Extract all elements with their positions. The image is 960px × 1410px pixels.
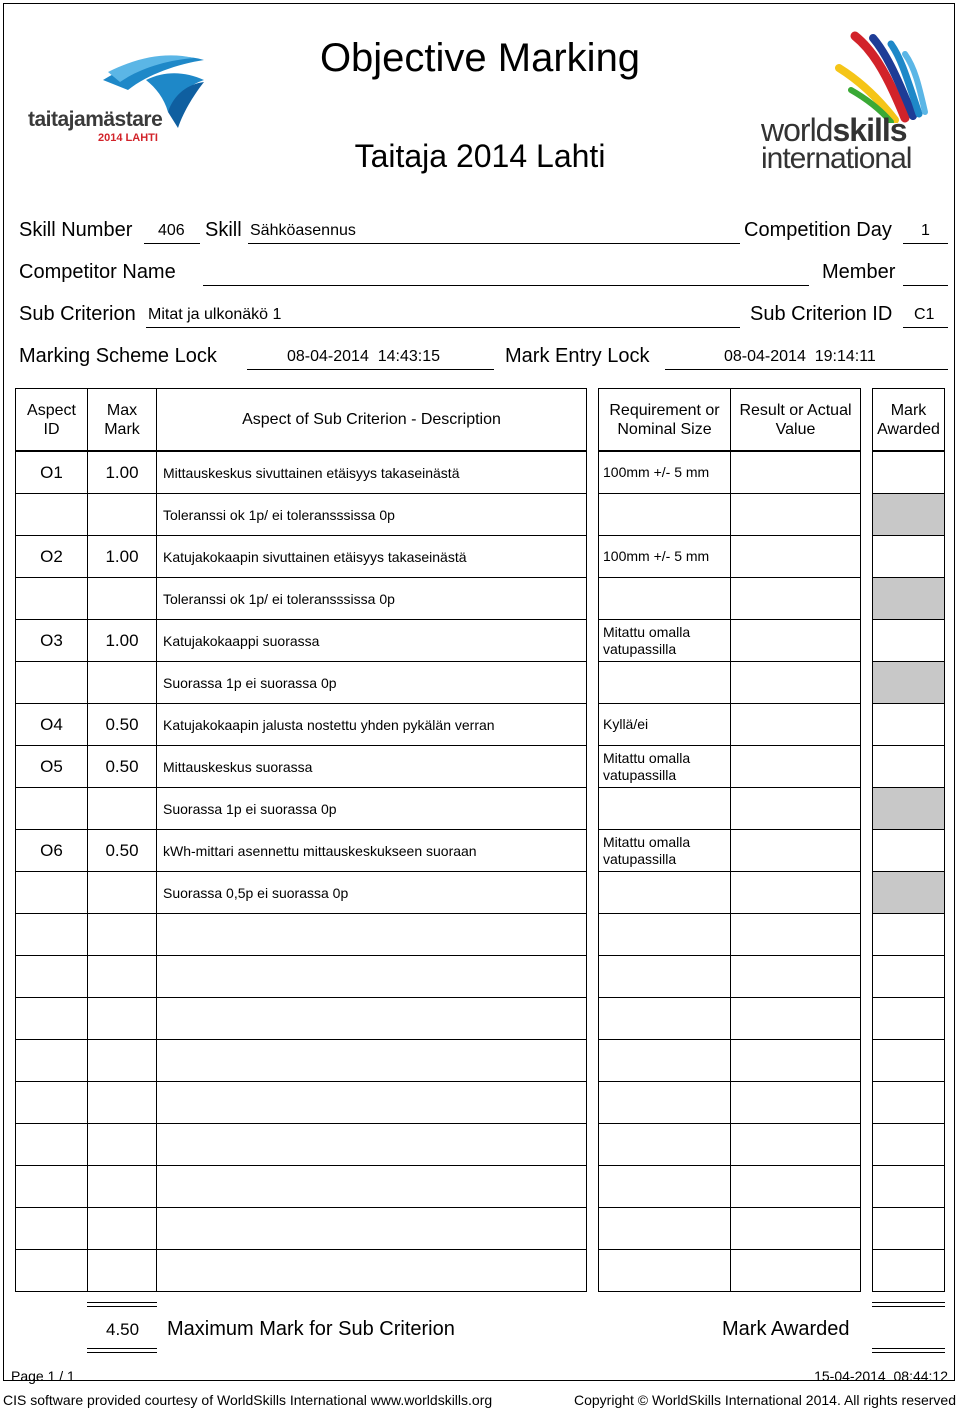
- sub-criterion-id-label: Sub Criterion ID: [750, 303, 893, 325]
- header-mark-awarded: Mark Awarded: [872, 388, 945, 451]
- marking-scheme-lock-value: 08-04-2014 14:43:15: [287, 348, 441, 365]
- max-mark-cell: 1.00: [87, 451, 157, 494]
- skill-value: Sähköasennus: [250, 222, 356, 239]
- max-mark-cell: 0.50: [87, 829, 157, 872]
- description-cell: Suorassa 0,5p ei suorassa 0p: [156, 871, 587, 914]
- skill-number-value: 406: [158, 222, 185, 239]
- result-cell: [730, 913, 861, 956]
- result-cell: [730, 619, 861, 662]
- result-cell: [730, 787, 861, 830]
- max-mark-cell: 0.50: [87, 703, 157, 746]
- aspect-id-cell: [15, 1207, 88, 1250]
- mark-entry-lock-underline: [665, 369, 948, 370]
- worldskills-logo-skills: skills: [832, 112, 907, 148]
- member-label: Member: [822, 261, 896, 283]
- aspect-id-cell: [15, 1249, 88, 1292]
- mark-awarded-cell[interactable]: [872, 787, 945, 830]
- description-cell: [156, 1123, 587, 1166]
- requirement-cell: [598, 1207, 731, 1250]
- aspect-id-cell: [15, 871, 88, 914]
- page-number: Page 1 / 1: [11, 1368, 75, 1384]
- description-cell: Mittauskeskus suorassa: [156, 745, 587, 788]
- description-cell: [156, 955, 587, 998]
- sub-criterion-label: Sub Criterion: [19, 303, 136, 325]
- aspect-id-cell: [15, 1123, 88, 1166]
- courtesy-text: CIS software provided courtesy of WorldSkills International www.worldskills.org: [3, 1392, 493, 1408]
- header-aspect-id: Aspect ID: [15, 388, 88, 451]
- max-mark-cell: 1.00: [87, 619, 157, 662]
- header-description: Aspect of Sub Criterion - Description: [156, 388, 587, 451]
- result-cell: [730, 535, 861, 578]
- result-cell: [730, 745, 861, 788]
- result-cell: [730, 577, 861, 620]
- requirement-cell: [598, 1123, 731, 1166]
- requirement-cell: [598, 1039, 731, 1082]
- description-cell: [156, 1249, 587, 1292]
- max-mark-cell: [87, 1165, 157, 1208]
- requirement-cell: [598, 871, 731, 914]
- result-cell: [730, 871, 861, 914]
- competitor-name-underline: [203, 285, 809, 286]
- mark-awarded-cell[interactable]: [872, 703, 945, 746]
- max-mark-cell: [87, 1081, 157, 1124]
- skill-underline: [248, 243, 740, 244]
- sub-criterion-id-underline: [903, 327, 948, 328]
- aspect-id-cell: O2: [15, 535, 88, 578]
- result-cell: [730, 1207, 861, 1250]
- awarded-double-line-bottom: [872, 1348, 945, 1353]
- competition-day-label: Competition Day: [744, 219, 892, 241]
- print-timestamp: 15-04-2014 08:44:12: [814, 1368, 948, 1384]
- page-title: Objective Marking: [319, 36, 641, 80]
- requirement-cell: [598, 493, 731, 536]
- aspect-id-cell: [15, 1039, 88, 1082]
- aspect-id-cell: [15, 997, 88, 1040]
- worldskills-logo-mark: [755, 28, 935, 123]
- aspect-id-cell: [15, 913, 88, 956]
- requirement-cell: [598, 1165, 731, 1208]
- header-max-mark: Max Mark: [87, 388, 157, 451]
- aspect-id-cell: O4: [15, 703, 88, 746]
- max-mark-cell: [87, 871, 157, 914]
- max-mark-cell: [87, 1123, 157, 1166]
- mark-awarded-cell[interactable]: [872, 493, 945, 536]
- max-mark-cell: [87, 493, 157, 536]
- max-mark-cell: 1.00: [87, 535, 157, 578]
- max-mark-cell: [87, 1249, 157, 1292]
- mark-awarded-cell[interactable]: [872, 535, 945, 578]
- aspect-id-cell: [15, 955, 88, 998]
- description-cell: Suorassa 1p ei suorassa 0p: [156, 661, 587, 704]
- copyright-text: Copyright © WorldSkills International 2014. All rights reserved: [573, 1392, 956, 1408]
- sub-criterion-underline: [146, 327, 740, 328]
- mark-awarded-cell[interactable]: [872, 619, 945, 662]
- mark-awarded-cell[interactable]: [872, 1165, 945, 1208]
- mark-awarded-cell[interactable]: [872, 913, 945, 956]
- aspect-id-cell: [15, 661, 88, 704]
- description-cell: Toleranssi ok 1p/ ei toleransssissa 0p: [156, 577, 587, 620]
- description-cell: [156, 1081, 587, 1124]
- mark-awarded-cell[interactable]: [872, 871, 945, 914]
- requirement-cell: Mitattu omalla vatupassilla: [598, 745, 731, 788]
- mark-awarded-cell[interactable]: [872, 829, 945, 872]
- mark-awarded-cell[interactable]: [872, 1123, 945, 1166]
- result-cell: [730, 1165, 861, 1208]
- mark-awarded-cell[interactable]: [872, 1207, 945, 1250]
- sub-criterion-id-value: C1: [914, 306, 935, 323]
- requirement-cell: Kyllä/ei: [598, 703, 731, 746]
- result-cell: [730, 661, 861, 704]
- max-mark-cell: [87, 1207, 157, 1250]
- max-mark-cell: [87, 997, 157, 1040]
- requirement-cell: [598, 661, 731, 704]
- description-cell: [156, 997, 587, 1040]
- header-result: Result or Actual Value: [730, 388, 861, 451]
- marking-scheme-lock-underline: [247, 369, 494, 370]
- result-cell: [730, 829, 861, 872]
- taitaja-logo-year: 2014 LAHTI: [98, 132, 158, 144]
- worldskills-logo-international: international: [761, 142, 912, 175]
- requirement-cell: [598, 577, 731, 620]
- aspect-id-cell: O3: [15, 619, 88, 662]
- skill-number-label: Skill Number: [19, 219, 133, 241]
- aspect-id-cell: [15, 1081, 88, 1124]
- description-cell: [156, 1039, 587, 1082]
- max-mark-cell: [87, 661, 157, 704]
- aspect-id-cell: [15, 787, 88, 830]
- competition-day-underline: [903, 243, 948, 244]
- aspect-id-cell: [15, 493, 88, 536]
- aspect-id-cell: O1: [15, 451, 88, 494]
- total-double-line-top: [87, 1302, 157, 1307]
- mark-awarded-cell[interactable]: [872, 451, 945, 494]
- member-underline: [903, 285, 948, 286]
- requirement-cell: [598, 787, 731, 830]
- max-mark-cell: [87, 1039, 157, 1082]
- mark-awarded-cell[interactable]: [872, 661, 945, 704]
- description-cell: Katujakokaappi suorassa: [156, 619, 587, 662]
- mark-awarded-cell[interactable]: [872, 1039, 945, 1082]
- description-cell: Mittauskeskus sivuttainen etäisyys takaseinästä: [156, 451, 587, 494]
- description-cell: [156, 913, 587, 956]
- competitor-name-label: Competitor Name: [19, 261, 176, 283]
- skill-number-underline: [144, 243, 200, 244]
- max-mark-cell: [87, 955, 157, 998]
- worldskills-logo: [755, 28, 935, 178]
- result-cell: [730, 703, 861, 746]
- page-subtitle: Taitaja 2014 Lahti: [354, 138, 606, 174]
- total-double-line-bottom: [87, 1348, 157, 1353]
- max-mark-label: Maximum Mark for Sub Criterion: [167, 1318, 455, 1340]
- sub-criterion-value: Mitat ja ulkonäkö 1: [148, 306, 282, 323]
- total-max-mark: 4.50: [106, 1320, 140, 1339]
- description-cell: Toleranssi ok 1p/ ei toleransssissa 0p: [156, 493, 587, 536]
- skill-label: Skill: [205, 219, 242, 241]
- mark-awarded-cell[interactable]: [872, 1081, 945, 1124]
- aspect-id-cell: [15, 577, 88, 620]
- mark-entry-lock-label: Mark Entry Lock: [505, 345, 650, 367]
- description-cell: kWh-mittari asennettu mittauskeskukseen suoraan: [156, 829, 587, 872]
- aspect-id-cell: [15, 1165, 88, 1208]
- mark-awarded-cell[interactable]: [872, 997, 945, 1040]
- awarded-double-line-top: [872, 1302, 945, 1307]
- result-cell: [730, 1039, 861, 1082]
- mark-awarded-cell[interactable]: [872, 1249, 945, 1292]
- requirement-cell: [598, 913, 731, 956]
- description-cell: [156, 1165, 587, 1208]
- mark-awarded-cell[interactable]: [872, 955, 945, 998]
- requirement-cell: 100mm +/- 5 mm: [598, 451, 731, 494]
- mark-awarded-cell[interactable]: [872, 745, 945, 788]
- result-cell: [730, 1249, 861, 1292]
- mark-awarded-label: Mark Awarded: [722, 1318, 850, 1340]
- max-mark-cell: 0.50: [87, 745, 157, 788]
- requirement-cell: [598, 1081, 731, 1124]
- description-cell: Katujakokaapin sivuttainen etäisyys takaseinästä: [156, 535, 587, 578]
- result-cell: [730, 493, 861, 536]
- aspect-id-cell: O6: [15, 829, 88, 872]
- mark-awarded-cell[interactable]: [872, 577, 945, 620]
- requirement-cell: Mitattu omalla vatupassilla: [598, 619, 731, 662]
- result-cell: [730, 1081, 861, 1124]
- requirement-cell: Mitattu omalla vatupassilla: [598, 829, 731, 872]
- requirement-cell: [598, 997, 731, 1040]
- mark-entry-lock-value: 08-04-2014 19:14:11: [724, 348, 876, 365]
- result-cell: [730, 997, 861, 1040]
- result-cell: [730, 1123, 861, 1166]
- requirement-cell: 100mm +/- 5 mm: [598, 535, 731, 578]
- result-cell: [730, 955, 861, 998]
- taitaja-logo-text: taitajamästare: [28, 108, 163, 131]
- max-mark-cell: [87, 787, 157, 830]
- requirement-cell: [598, 955, 731, 998]
- competition-day-value: 1: [921, 222, 930, 239]
- requirement-cell: [598, 1249, 731, 1292]
- max-mark-cell: [87, 913, 157, 956]
- max-mark-cell: [87, 577, 157, 620]
- description-cell: Katujakokaapin jalusta nostettu yhden pykälän verran: [156, 703, 587, 746]
- aspect-id-cell: O5: [15, 745, 88, 788]
- description-cell: Suorassa 1p ei suorassa 0p: [156, 787, 587, 830]
- worldskills-logo-world: world: [761, 112, 833, 148]
- result-cell: [730, 451, 861, 494]
- header-requirement: Requirement or Nominal Size: [598, 388, 731, 451]
- description-cell: [156, 1207, 587, 1250]
- marking-scheme-lock-label: Marking Scheme Lock: [19, 345, 217, 367]
